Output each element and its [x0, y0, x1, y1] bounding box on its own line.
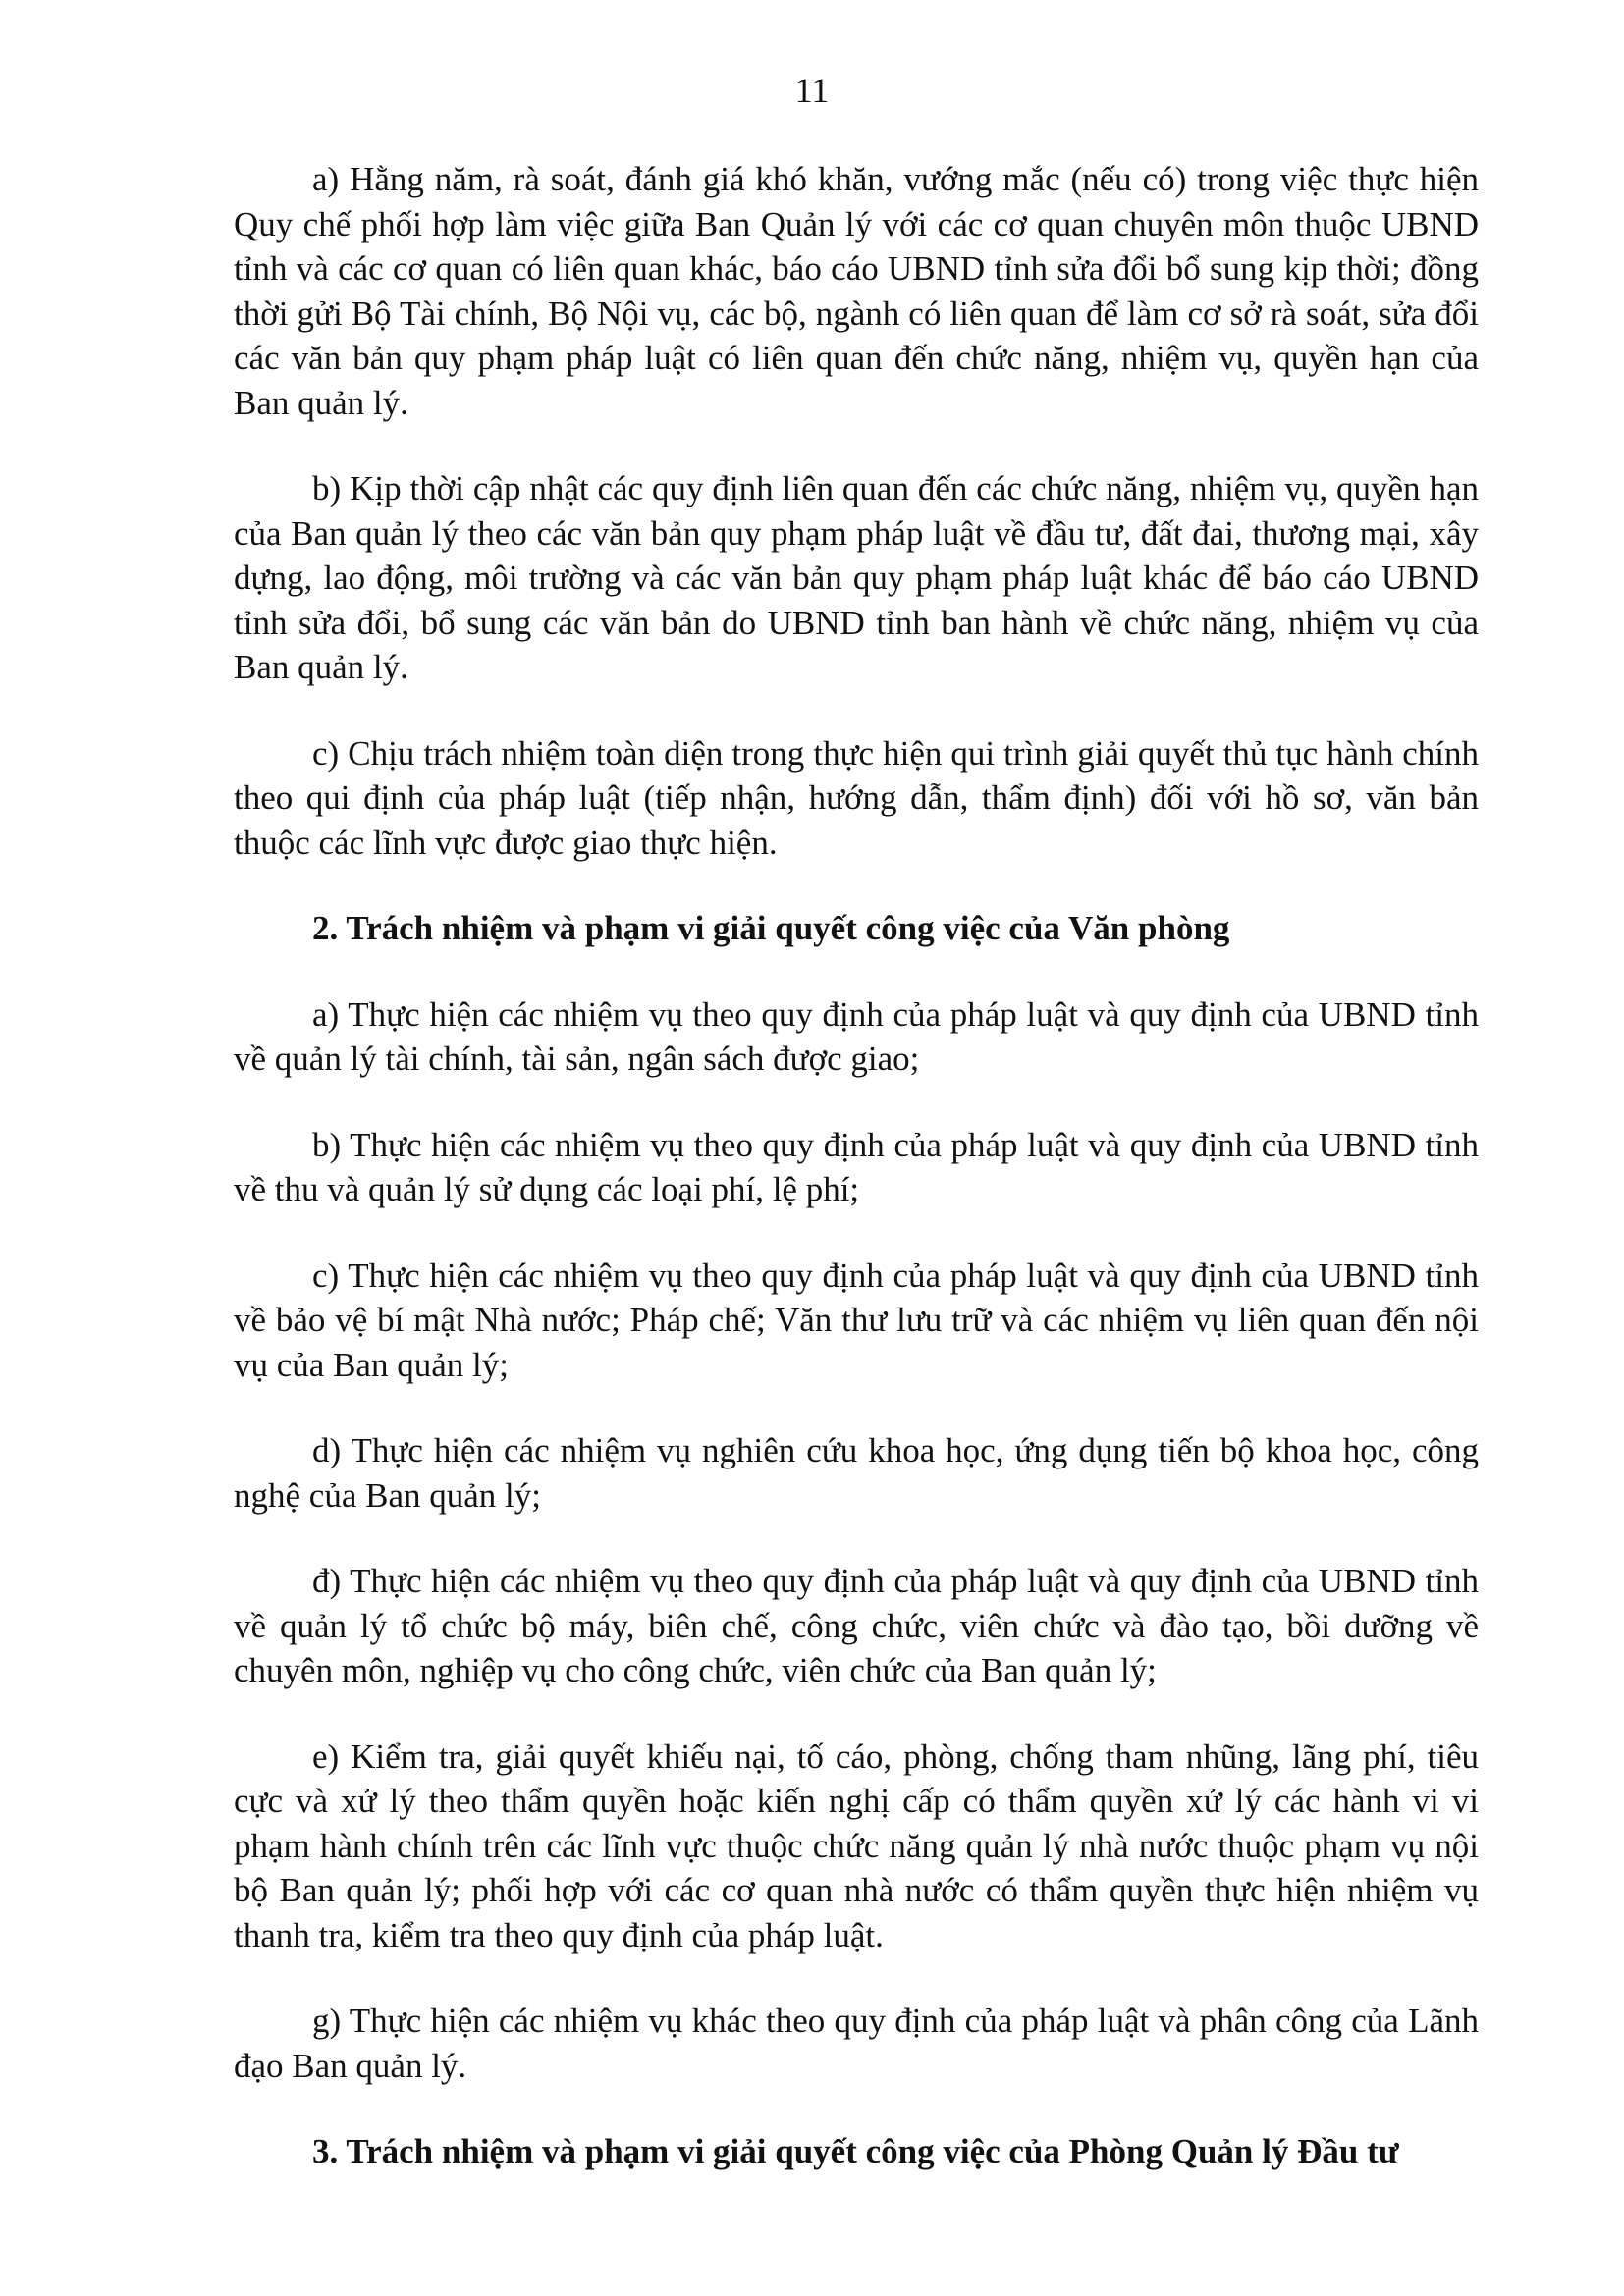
- document-body: [234, 157, 1479, 2216]
- paragraph-2d-research: d) Thực hiện các nhiệm vụ nghiên cứu khoa học, ứng dụng tiến bộ khoa học, công nghệ của Ban quản lý;: [234, 1431, 1479, 1515]
- paragraph-2b-fees: b) Thực hiện các nhiệm vụ theo quy định của pháp luật và quy định của UBND tỉnh về thu và quản lý sử dụng các loại phí, lệ phí;: [234, 1125, 1479, 1208]
- paragraph-1b-update-regulations: b) Kịp thời cập nhật các quy định liên quan đến các chức năng, nhiệm vụ, quyền hạn của Ban quản lý theo các văn bản quy phạm pháp luật về đầu tư, đất đai, thương mại, xây dựng, lao động, môi trường và các văn bản quy phạm pháp luật khác để báo cáo UBND tỉnh sửa đổi, bổ sung các văn bản do UBND tỉnh ban hành về chức năng, nhiệm vụ của Ban quản lý.: [234, 469, 1479, 686]
- paragraph-2a-finance: a) Thực hiện các nhiệm vụ theo quy định của pháp luật và quy định của UBND tỉnh về quản lý tài chính, tài sản, ngân sách được giao;: [234, 994, 1479, 1078]
- paragraph-1c-administrative-procedures: c) Chịu trách nhiệm toàn diện trong thực hiện qui trình giải quyết thủ tục hành chính theo qui định của pháp luật (tiếp nhận, hướng dẫn, thẩm định) đối với hồ sơ, văn bản thuộc các lĩnh vực được giao thực hiện.: [234, 733, 1479, 862]
- paragraph-2e-inspection: e) Kiểm tra, giải quyết khiếu nại, tố cáo, phòng, chống tham nhũng, lãng phí, tiêu cực và xử lý theo thẩm quyền hoặc kiến nghị cấp có thẩm quyền xử lý các hành vi vi phạm hành chính trên các lĩnh vực thuộc chức năng quản lý nhà nước thuộc phạm vụ nội bộ Ban quản lý; phối hợp với các cơ quan nhà nước có thẩm quyền thực hiện nhiệm vụ thanh tra, kiểm tra theo quy định của pháp luật.: [234, 1736, 1479, 1954]
- page-number: 11: [794, 71, 830, 110]
- paragraph-2dd-organization: đ) Thực hiện các nhiệm vụ theo quy định của pháp luật và quy định của UBND tỉnh về quản lý tổ chức bộ máy, biên chế, công chức, viên chức và đào tạo, bồi dưỡng về chuyên môn, nghiệp vụ cho công chức, viên chức của Ban quản lý;: [234, 1562, 1479, 1689]
- paragraph-1a-annual-review: a) Hằng năm, rà soát, đánh giá khó khăn, vướng mắc (nếu có) trong việc thực hiện Quy chế phối hợp làm việc giữa Ban Quản lý với các cơ quan chuyên môn thuộc UBND tỉnh và các cơ quan có liên quan khác, báo cáo UBND tỉnh sửa đổi bổ sung kịp thời; đồng thời gửi Bộ Tài chính, Bộ Nội vụ, các bộ, ngành có liên quan để làm cơ sở rà soát, sửa đổi các văn bản quy phạm pháp luật có liên quan đến chức năng, nhiệm vụ, quyền hạn của Ban quản lý.: [234, 160, 1479, 422]
- section-heading-2-office: 2. Trách nhiệm và phạm vi giải quyết công việc của Văn phòng: [312, 909, 1230, 947]
- section-heading-3-investment: 3. Trách nhiệm và phạm vi giải quyết công việc của Phòng Quản lý Đầu tư: [312, 2132, 1399, 2170]
- paragraph-2g-other-duties: g) Thực hiện các nhiệm vụ khác theo quy định của pháp luật và phân công của Lãnh đạo Ban quản lý.: [234, 2002, 1479, 2085]
- paragraph-2c-state-secrets: c) Thực hiện các nhiệm vụ theo quy định của pháp luật và quy định của UBND tỉnh về bảo vệ bí mật Nhà nước; Pháp chế; Văn thư lưu trữ và các nhiệm vụ liên quan đến nội vụ của Ban quản lý;: [234, 1255, 1479, 1384]
